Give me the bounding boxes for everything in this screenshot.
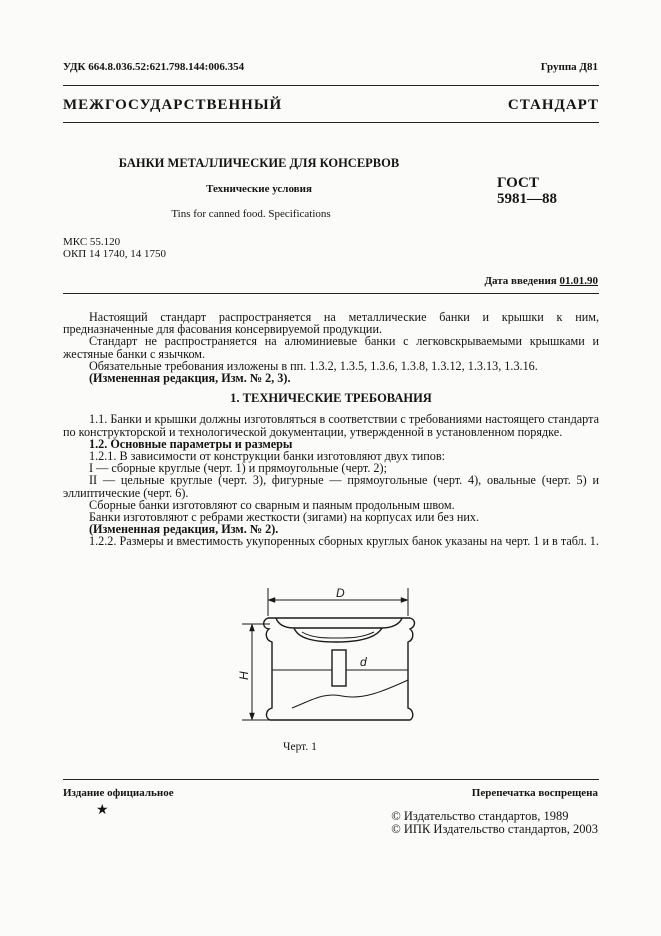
copyright-block (391, 810, 598, 835)
section-heading: 1. ТЕХНИЧЕСКИЕ ТРЕБОВАНИЯ (230, 391, 432, 406)
star-icon: ★ (96, 803, 109, 818)
drawing-can (232, 580, 432, 730)
paragraph-type-1: I — сборные круглые (черт. 1) и прямоугольные (черт. 2); (89, 461, 387, 476)
header-rule-top (63, 85, 599, 86)
header-rule-bottom (63, 122, 599, 123)
document-title: БАНКИ МЕТАЛЛИЧЕСКИЕ ДЛЯ КОНСЕРВОВ (118, 156, 400, 170)
udk-code: УДК 664.8.036.52:621.798.144:006.354 (63, 61, 245, 73)
label-d-outer: D (336, 586, 345, 600)
copyright-1989: © Издательство стандартов, 1989 (391, 809, 569, 823)
paragraph-ribs: Банки изготовляют с ребрами жесткости (зигами) на корпусах или без них. (89, 510, 480, 525)
label-d-inner: d (360, 655, 367, 669)
document-subtitle: Технические условия (206, 183, 312, 195)
paragraph-seam: Сборные банки изготовляют со сварным и паяным продольным швом. (89, 497, 455, 512)
reprint-prohibited: Перепечатка воспрещена (471, 787, 598, 799)
gost-label: ГОСТ (497, 175, 539, 191)
figure-caption: Черт. 1 (283, 741, 317, 753)
date-label: Дата введения (484, 275, 557, 287)
standard-banner: МЕЖГОСУДАРСТВЕННЫЙ СТАНДАРТ (63, 97, 599, 113)
can-break-line (292, 680, 408, 708)
group-code: Группа Д81 (540, 61, 598, 73)
paragraph-scope: Настоящий стандарт распространяется на металлические банки и крышки к ним, предназначенные для фасования консервируемой продукции. (63, 310, 599, 337)
can-lid-ring (302, 632, 374, 638)
label-h: H (237, 671, 251, 680)
date-value: 01.01.90 (559, 275, 598, 287)
introduction-date (484, 275, 598, 287)
can-lid-curl (276, 618, 402, 628)
paragraph-1-1: 1.1. Банки и крышки должны изготовляться в соответствии с требованиями настоящего стандарта по конструкторской и технологической документации, утвержденной в установленном порядке. (63, 412, 599, 439)
paragraph-amendment-2: (Измененная редакция, Изм. № 2). (89, 522, 279, 537)
paragraph-mandatory: Обязательные требования изложены в пп. 1.3.2, 1.3.5, 1.3.6, 1.3.8, 1.3.12, 1.3.13, 1.3.16. (89, 358, 538, 373)
paragraph-exclusions: Стандарт не распространяется на алюминиевые банки с легковскрываемыми крышками и жестяные банки с язычком. (63, 334, 599, 361)
mks-code: МКС 55.120 (63, 236, 121, 248)
paragraph-amendment: (Измененная редакция, Изм. № 2, 3). (89, 371, 291, 386)
english-title: Tins for canned food. Specifications (171, 208, 331, 220)
gost-number (497, 175, 557, 207)
copyright-2003: © ИПК Издательство стандартов, 2003 (391, 821, 598, 836)
classification-codes (63, 236, 166, 260)
official-edition: Издание официальное (63, 787, 174, 799)
gost-code: 5981—88 (497, 191, 557, 207)
okp-code: ОКП 14 1740, 14 1750 (63, 248, 166, 260)
can-inner-rod (332, 650, 346, 686)
paragraph-type-2: II — цельные круглые (черт. 3), фигурные — прямоугольные (черт. 4), овальные (черт. 5) и эллиптические (черт. 6). (63, 473, 599, 500)
paragraph-1-2-2: 1.2.2. Размеры и вместимость укупоренных сборных круглых банок указаны на черт. 1 и в табл. 1. (89, 534, 599, 549)
footer-rule (63, 779, 599, 780)
date-rule (63, 293, 599, 294)
paragraph-1-2: 1.2. Основные параметры и размеры (89, 436, 293, 451)
paragraph-1-2-1: 1.2.1. В зависимости от конструкции банки изготовляют двух типов: (89, 449, 445, 464)
body-text (63, 311, 599, 548)
